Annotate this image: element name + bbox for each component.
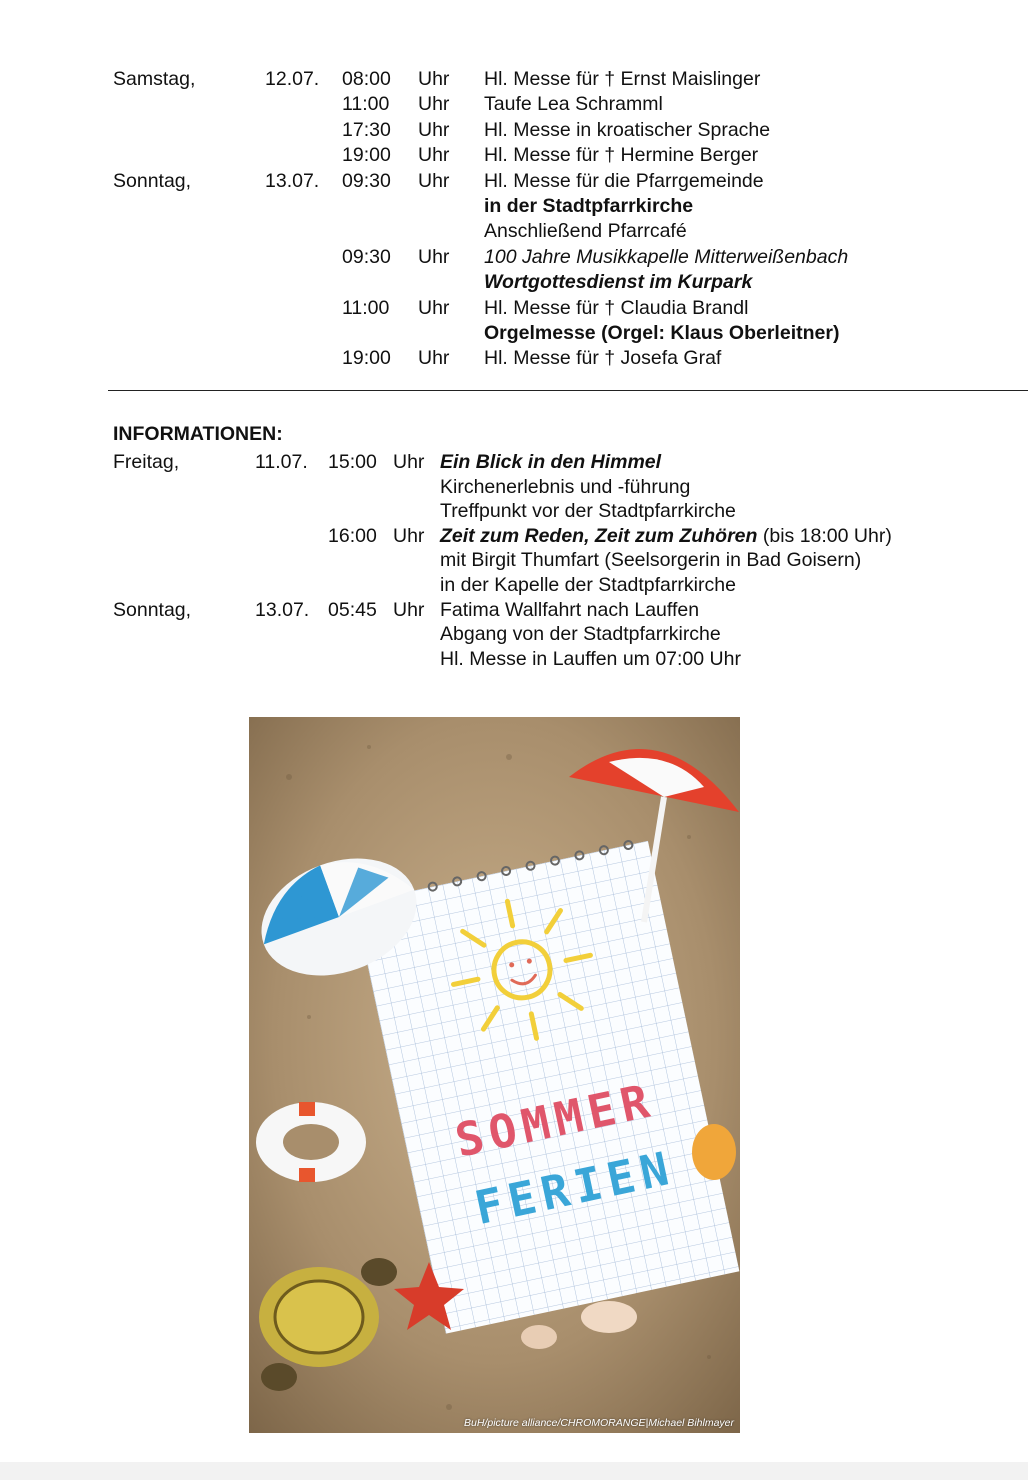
unit-label: Uhr — [418, 169, 450, 192]
info-row — [0, 597, 1028, 623]
entry-main-text: 100 Jahre Musikkapelle Mitterweißenbach — [484, 245, 849, 268]
unit-label: Uhr — [418, 68, 450, 90]
entry-main-text: Hl. Messe für † Josefa Graf — [484, 347, 722, 370]
schedule-row — [0, 142, 1028, 168]
entry-text — [440, 498, 736, 524]
schedule-row — [0, 244, 1028, 270]
entry-main-text: Orgelmesse (Orgel: Klaus Oberleitner) — [484, 322, 840, 344]
unit-label: Uhr — [393, 451, 425, 473]
day-label: Sonntag, — [113, 169, 192, 192]
entry-text — [484, 320, 839, 346]
note-text-ferien: FERIEN — [470, 1140, 679, 1236]
day-label: Sonntag, — [113, 598, 192, 621]
schedule-row — [0, 269, 1028, 295]
seashell — [581, 1301, 637, 1333]
date-label: 12.07. — [265, 68, 320, 90]
entry-text — [484, 168, 764, 194]
entry-main-text: Wortgottesdienst im Kurpark — [484, 271, 753, 294]
entry-main-text: Kirchenerlebnis und -führung — [440, 475, 691, 498]
schedule-row — [0, 295, 1028, 321]
info-row — [0, 474, 1028, 500]
date-label: 11.07. — [255, 451, 308, 473]
entry-main-text: Ein Blick in den Himmel — [440, 451, 662, 473]
entry-text — [484, 193, 693, 219]
entry-text — [484, 345, 721, 371]
page-bottom-band — [0, 1462, 1028, 1480]
seashell — [692, 1124, 736, 1180]
info-heading: INFORMATIONEN: — [113, 423, 283, 445]
entry-text — [484, 66, 760, 92]
entry-main-text: Hl. Messe für † Hermine Berger — [484, 144, 759, 167]
entry-text — [440, 572, 736, 598]
entry-text — [440, 597, 699, 623]
entry-main-text: Treffpunkt vor der Stadtpfarrkirche — [440, 500, 736, 523]
unit-label: Uhr — [393, 598, 425, 621]
summer-holiday-photo — [249, 717, 740, 1433]
time-label: 09:30 — [342, 169, 391, 192]
unit-label: Uhr — [418, 144, 450, 167]
schedule-row — [0, 66, 1028, 92]
entry-text — [440, 474, 690, 500]
lifebuoy — [256, 1102, 366, 1182]
date-label: 13.07. — [255, 598, 310, 621]
entry-main-text: Hl. Messe in kroatischer Sprache — [484, 118, 771, 141]
time-label: 19:00 — [342, 144, 391, 167]
time-label: 17:30 — [342, 118, 391, 141]
entry-text — [484, 142, 758, 168]
schedule-row — [0, 193, 1028, 219]
schedule-row — [0, 168, 1028, 194]
entry-main-text: Fatima Wallfahrt nach Lauffen — [440, 598, 700, 621]
time-label: 16:00 — [328, 524, 377, 547]
photo-credit: BuH/picture alliance/CHROMORANGE|Michael Bihlmayer — [464, 1417, 734, 1429]
day-label: Samstag, — [113, 68, 196, 90]
entry-text — [484, 269, 752, 295]
info-row — [0, 572, 1028, 598]
info-row — [0, 449, 1028, 475]
day-label: Freitag, — [113, 451, 180, 473]
entry-main-text: Taufe Lea Schramml — [484, 93, 663, 116]
entry-main-text: Hl. Messe für † Claudia Brandl — [484, 296, 749, 319]
unit-label: Uhr — [418, 245, 450, 268]
info-row — [0, 523, 1028, 549]
time-label: 15:00 — [328, 451, 377, 473]
entry-main-text: in der Stadtpfarrkirche — [484, 195, 694, 217]
entry-main-text: Hl. Messe für † Ernst Maislinger — [484, 68, 761, 90]
entry-text — [440, 547, 861, 573]
schedule-row — [0, 320, 1028, 346]
time-label: 11:00 — [342, 93, 390, 116]
entry-main-text: Hl. Messe für die Pfarrgemeinde — [484, 169, 764, 192]
time-label: 11:00 — [342, 296, 390, 319]
section-divider — [108, 390, 1028, 391]
unit-label: Uhr — [393, 524, 425, 547]
entry-text — [440, 621, 721, 647]
schedule-row — [0, 117, 1028, 143]
time-label: 09:30 — [342, 245, 391, 268]
date-label: 13.07. — [265, 169, 320, 192]
entry-suffix-text: (bis 18:00 Uhr) — [757, 524, 892, 547]
info-row — [0, 621, 1028, 647]
entry-text — [484, 91, 663, 117]
time-label: 05:45 — [328, 598, 377, 621]
unit-label: Uhr — [418, 93, 450, 116]
entry-main-text: Anschließend Pfarrcafé — [484, 220, 687, 243]
time-label: 08:00 — [342, 68, 391, 90]
entry-main-text: in der Kapelle der Stadtpfarrkirche — [440, 574, 736, 596]
entry-text — [484, 218, 687, 244]
entry-main-text: Hl. Messe in Lauffen um 07:00 Uhr — [440, 647, 741, 670]
info-row — [0, 646, 1028, 672]
entry-main-text: Abgang von der Stadtpfarrkirche — [440, 623, 721, 646]
entry-text — [484, 295, 748, 321]
seashell — [521, 1325, 557, 1349]
entry-text — [440, 449, 661, 475]
unit-label: Uhr — [418, 118, 450, 141]
unit-label: Uhr — [418, 296, 450, 319]
entry-text — [440, 523, 892, 549]
entry-text — [484, 117, 770, 143]
note-text-sommer: SOMMER — [450, 1072, 660, 1168]
info-row — [0, 498, 1028, 524]
info-row — [0, 547, 1028, 573]
entry-main-text: Zeit zum Reden, Zeit zum Zuhören — [440, 524, 758, 547]
schedule-row — [0, 91, 1028, 117]
schedule-row — [0, 218, 1028, 244]
entry-text — [440, 646, 741, 672]
entry-text — [484, 244, 848, 270]
schedule-row — [0, 345, 1028, 371]
time-label: 19:00 — [342, 347, 391, 370]
unit-label: Uhr — [418, 347, 450, 370]
entry-main-text: mit Birgit Thumfart (Seelsorgerin in Bad Goisern) — [440, 549, 862, 572]
